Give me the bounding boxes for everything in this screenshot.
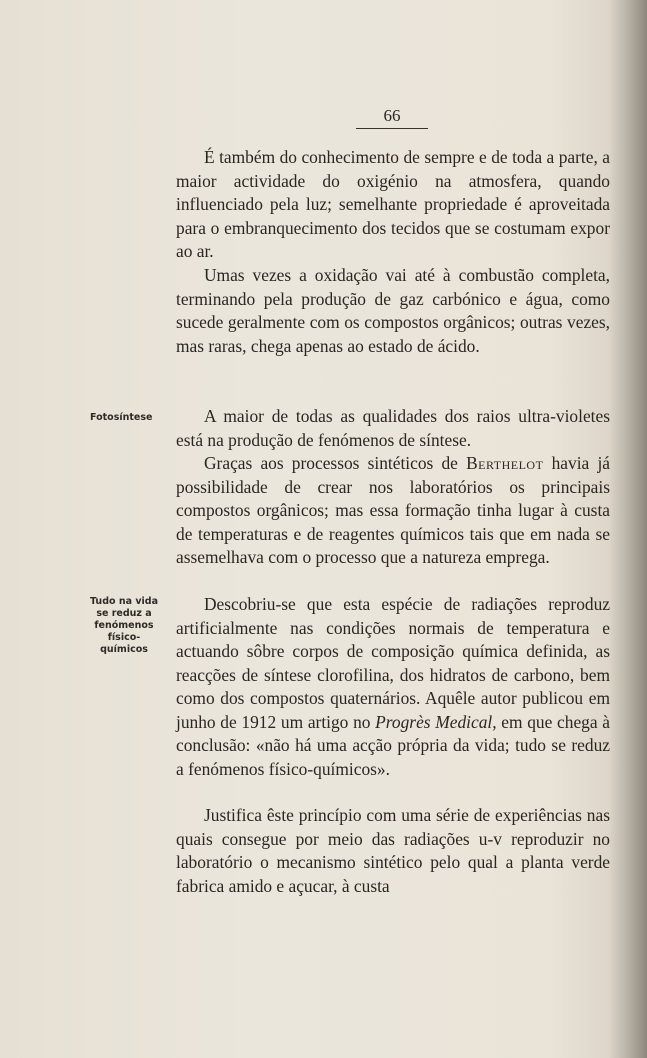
paragraph-radiation-text-start: Descobriu-se que esta espécie de radiações reproduz artificialmente nas condições normais de temperatura e actuando sôbre corpos de composição química definida, as reacções de síntese clorofilina, dos hidratos de carbono, bem como dos compostos quaternários. Aquêle autor publicou em junho de 1912 um artigo no: [176, 594, 610, 732]
margin-note-tudo-na-vida: Tudo na vida se reduz a fenómenos físico-químicos: [90, 596, 158, 655]
page-number: 66: [383, 106, 401, 125]
paragraph-radiation-discovery: [176, 593, 610, 781]
margin-note-fotossintese: Fotosíntese: [90, 412, 153, 423]
author-name-berthelot: Berthelot: [466, 453, 544, 473]
journal-title-progres-medical: Progrès Medical,: [375, 711, 497, 732]
paragraph-berthelot: [176, 452, 610, 570]
paragraph-oxidation: Umas vezes a oxidação vai até à combustão completa, terminando pela produção de gaz carbónico e água, como sucede geralmente com os compostos orgânicos; outras vezes, mas raras, chega apenas ao estado de ácido.: [176, 265, 610, 356]
paragraph-radiation-text-end: em que chega à conclusão: «não há uma acção própria da vida; tudo se reduz a fenómenos físico-químicos».: [176, 711, 610, 779]
paragraph-berthelot-text-start: Graças aos processos sintéticos de: [204, 453, 467, 473]
paragraph-berthelot-text-end: havia já possibilidade de crear nos laboratórios os principais compostos orgânicos; mas essa formação tinha lugar à custa de temperaturas e de reagentes químicos tais que em nada se assemelhava com o processo que a natureza emprega.: [176, 453, 610, 567]
paragraph-ultraviolet-synthesis: A maior de todas as qualidades dos raios ultra-violetes está na produção de fenómenos de síntese.: [176, 406, 610, 450]
page-number-rule: [356, 128, 428, 129]
paragraph-experiments: Justifica êste princípio com uma série de experiências nas quais consegue por meio das radiações u-v reproduzir no laboratório o mecanismo sintético pelo qual a planta verde fabrica amido e açucar, à custa: [176, 805, 610, 896]
paragraph-oxygen-light: É também do conhecimento de sempre e de toda a parte, a maior actividade do oxigénio na atmosfera, quando influenciado pela luz; semelhante propriedade é aproveitada para o embranquecimento dos tecidos que se costumam expor ao ar.: [176, 147, 610, 261]
